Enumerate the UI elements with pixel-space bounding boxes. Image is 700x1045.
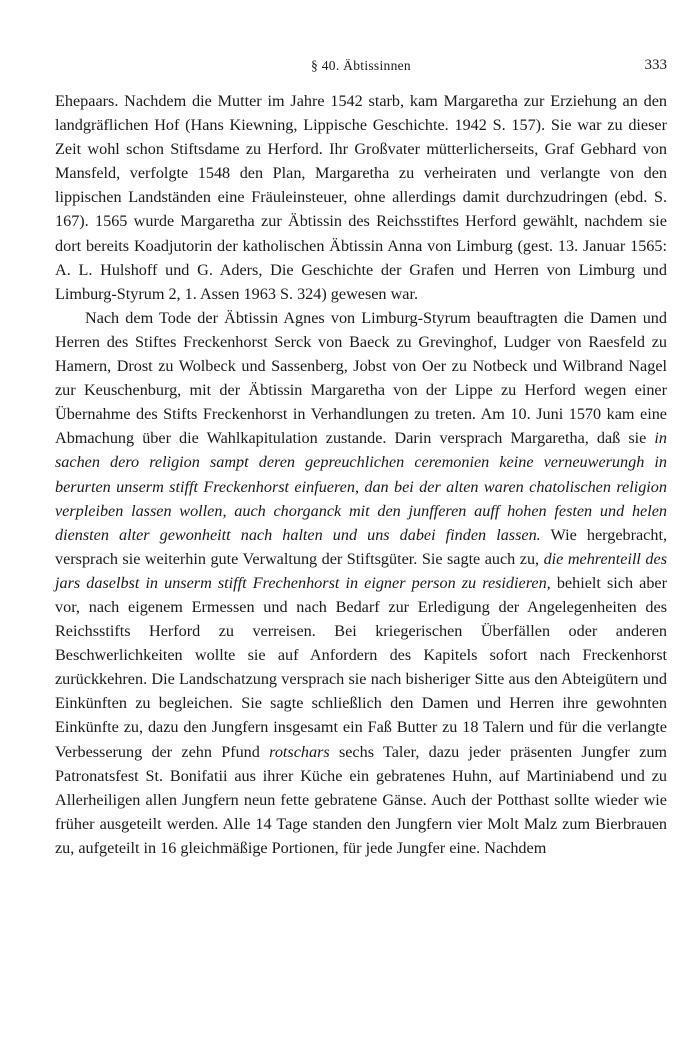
paragraph-1: Ehepaars. Nachdem die Mutter im Jahre 1542 starb, kam Margaretha zur Erziehung an den landgräflichen Hof (Hans Kiewning, Lippische Geschichte. 1942 S. 157). Sie war zu dieser Zeit wohl schon Stiftsdame zu Herford. Ihr Großvater mütterlicherseits, Graf Gebhard von Mansfeld, verfolgte 1548 den Plan, Margaretha zu verheiraten und verlangte von den lippischen Landständen eine Fräuleinsteuer, ohne allerdings damit durchzudringen (ebd. S. 167). 1565 wurde Margaretha zur Äbtissin des Reichsstiftes Herford gewählt, nachdem sie dort bereits Koadjutorin der katholischen Äbtissin Anna von Limburg (gest. 13. Januar 1565: A. L. Hulshoff und G. Aders, Die Geschichte der Grafen und Herren von Limburg und Limburg-Styrum 2, 1. Assen 1963 S. 324) gewesen war.: [55, 92, 667, 303]
paragraph-2-text-2: Wie hergebracht, versprach sie weiterhin gute Verwaltung der Stiftsgüter. Sie sagte auch zu,: [55, 525, 668, 568]
section-heading: § 40. Äbtissinnen: [311, 58, 411, 73]
paragraph-2-text-1: Nach dem Tode der Äbtissin Agnes von Limburg-Styrum beauftragten die Damen und Herren des Stiftes Freckenhorst Serck von Baeck zu Grevinghof, Ludger von Raesfeld zu Hamern, Drost zu Wolbeck und Sassenberg, Jobst von Oer zu Notbeck und Wilbrand Nagel zur Keuschenburg, mit der Äbtissin Margaretha von der Lippe zu Herford wegen einer Übernahme des Stifts Freckenhorst in Verhandlungen zu treten. Am 10. Juni 1570 kam eine Abmachung über die Wahlkapitulation zustande. Darin versprach Margaretha, daß sie: [55, 308, 667, 448]
term-rotschars: rotschars: [269, 742, 330, 761]
quote-religion: in sachen dero religion sampt deren gepreuchlichen ceremonien keine verneuwerungh in berurten unserm stifft Freckenhorst einfueren, dan bei der alten waren chatolischen religion verpleiben lassen wollen, auch chorganck mit den junfferen auff hohen festen und helen diensten alter gewonheitt nach halten und uns dabei finden lassen.: [55, 429, 667, 544]
quote-residence: die mehrenteill des jars daselbst in unserm stifft Frechenhorst in eigner person zu residieren,: [55, 549, 667, 592]
paragraph-2-text-4: sechs Taler, dazu jeder präsenten Jungfer zum Patronatsfest St. Bonifatii aus ihrer Küche ein gebratenes Huhn, auf Martiniabend und zu Allerheiligen allen Jungfern neun fette gebratene Gänse. Auch der Potthast sollte wieder wie früher ausgeteilt werden. Alle 14 Tage standen den Jungfern vier Molt Malz zum Bierbrauen zu, aufgeteilt in 16 gleichmäßige Portionen, für jede Jungfer eine. Nachdem: [55, 742, 667, 857]
running-head: [55, 55, 667, 81]
body-text: [55, 89, 667, 860]
paragraph-2-text-3: behielt sich aber vor, nach eigenem Ermessen und nach Bedarf zur Erledigung der Angelegenheiten des Reichsstifts Herford zu verreisen. Bei kriegerischen Überfällen oder anderen Beschwerlichkeiten wollte sie auf Anfordern des Kapitels sofort nach Freckenhorst zurückkehren. Die Landschatzung versprach sie nach bisheriger Sitte aus den Abteigütern und Einkünften zu begleichen. Sie sagte schließlich den Damen und Herren ihre gewohnten Einkünfte zu, dazu den Jungfern insgesamt ein Faß Butter zu 18 Talern und für die verlangte Verbesserung der zehn Pfund: [55, 573, 667, 761]
paragraph-2: [55, 306, 667, 860]
page-number: 333: [644, 57, 667, 73]
book-page: [55, 55, 667, 860]
